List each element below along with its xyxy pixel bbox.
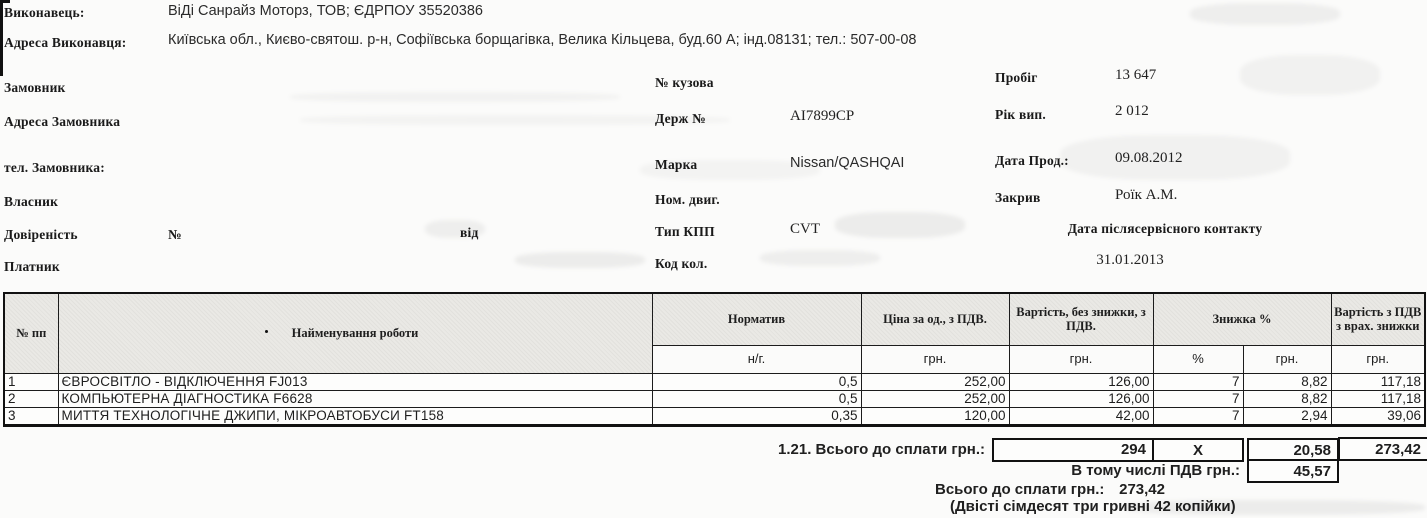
totals-sum-discount: 20,58 xyxy=(1293,441,1331,459)
poa-label: Довіреність xyxy=(4,227,78,242)
row-work-name: ЄВРОСВІТЛО - ВІДКЛЮЧЕННЯ FJ013 xyxy=(58,373,652,390)
col-header-cost: Вартість, без знижки, з ПДВ. xyxy=(1009,293,1153,345)
col-header-total: Вартість з ПДВ з врах. знижки xyxy=(1331,293,1425,345)
total-due-label: Всього до сплати грн.: xyxy=(935,481,1105,498)
row-cost: 126,00 xyxy=(1009,390,1153,407)
state-no-value: AI7899CP xyxy=(790,108,855,124)
amount-in-words: (Двісті сімдесят три гривні 42 копійки) xyxy=(950,498,1236,515)
state-no-label: Держ № xyxy=(655,111,706,126)
col-header-no: № пп xyxy=(4,293,58,373)
col-header-discount: Знижка % xyxy=(1153,293,1331,345)
row-disc-pct: 7 xyxy=(1153,373,1243,390)
color-code-label: Код кол. xyxy=(655,256,708,271)
row-norm: 0,5 xyxy=(652,390,861,407)
col-header-name: Найменування роботи xyxy=(58,293,652,373)
totals-sum-cost: 294 xyxy=(994,440,1154,460)
col-header-price: Ціна за од., з ПДВ. xyxy=(861,293,1009,345)
executor-address-value: Київська обл., Києво-святош. р-н, Софіївська борщагівка, Велика Кільцева, буд.60 А; інд.08131; тел.: 507-00-08 xyxy=(168,32,917,48)
row-no: 1 xyxy=(4,373,58,390)
sale-date-value: 09.08.2012 xyxy=(1115,150,1183,166)
totals-sum-total: 273,42 xyxy=(1375,440,1421,458)
engine-no-label: Ном. двиг. xyxy=(655,192,720,207)
row-total: 117,18 xyxy=(1331,373,1425,390)
row-cost: 42,00 xyxy=(1009,407,1153,425)
subcol-cost-unit: грн. xyxy=(1009,345,1153,373)
row-norm: 0,35 xyxy=(652,407,861,425)
row-disc-pct: 7 xyxy=(1153,390,1243,407)
row-work-name: КОМПЬЮТЕРНА ДІАГНОСТИКА F6628 xyxy=(58,390,652,407)
row-no: 2 xyxy=(4,390,58,407)
totals-x-mark: X xyxy=(1192,441,1203,459)
totals-sum-box xyxy=(1338,437,1427,461)
col-header-norm: Норматив xyxy=(652,293,861,345)
brand-value: Nissan/QASHQAI xyxy=(790,155,905,171)
total-due-value: 273,42 xyxy=(1119,481,1165,498)
subcol-total-unit: грн. xyxy=(1331,345,1425,373)
row-price: 252,00 xyxy=(861,373,1009,390)
row-no: 3 xyxy=(4,407,58,425)
payer-label: Платник xyxy=(4,259,60,274)
mileage-value: 13 647 xyxy=(1115,67,1157,83)
row-price: 120,00 xyxy=(861,407,1009,425)
scan-smudge xyxy=(1190,3,1340,25)
vat-label: В тому числі ПДВ грн.: xyxy=(1071,462,1240,479)
scan-smudge xyxy=(760,250,880,266)
owner-label: Власник xyxy=(4,194,59,209)
scan-corner-tick xyxy=(0,0,10,3)
after-service-value: 31.01.2013 xyxy=(1096,252,1164,268)
after-service-label: Дата післясервісного контакту xyxy=(1067,221,1263,236)
closed-by-label: Закрив xyxy=(995,190,1041,205)
scan-smudge xyxy=(1240,55,1380,95)
poa-from-label: від xyxy=(460,225,479,240)
executor-value: ВіДі Санрайз Моторз, ТОВ; ЄДРПОУ 35520386 xyxy=(168,3,483,19)
body-no-label: № кузова xyxy=(655,75,714,90)
vat-box xyxy=(1247,459,1339,483)
year-value: 2 012 xyxy=(1115,103,1149,119)
sale-date-label: Дата Прод.: xyxy=(995,153,1069,168)
row-price: 252,00 xyxy=(861,390,1009,407)
table-row xyxy=(4,407,1425,425)
closed-by-value: Роїк А.М. xyxy=(1115,187,1178,203)
subcol-norm-unit: н/г. xyxy=(652,345,861,373)
row-total: 39,06 xyxy=(1331,407,1425,425)
row-total: 117,18 xyxy=(1331,390,1425,407)
scan-smudge xyxy=(290,92,620,102)
mileage-label: Пробіг xyxy=(995,70,1038,85)
table-row xyxy=(4,390,1425,407)
gearbox-value: CVT xyxy=(790,221,820,237)
year-label: Рік вип. xyxy=(995,107,1046,122)
poa-no-label: № xyxy=(168,227,182,242)
customer-phone-label: тел. Замовника: xyxy=(4,160,105,175)
grand-total-line-label: 1.21. Всього до сплати грн.: xyxy=(778,441,985,458)
row-disc-uah: 2,94 xyxy=(1243,407,1331,425)
vat-value: 45,57 xyxy=(1293,462,1331,480)
works-table xyxy=(3,292,1426,427)
subcol-discount-pct: % xyxy=(1153,345,1243,373)
totals-cost-x-box xyxy=(992,438,1244,462)
scan-smudge xyxy=(515,252,645,268)
table-row xyxy=(4,373,1425,390)
customer-address-label: Адреса Замовника xyxy=(4,114,121,129)
executor-address-label: Адреса Виконавця: xyxy=(4,35,127,50)
scan-edge-line xyxy=(0,2,3,76)
row-disc-uah: 8,82 xyxy=(1243,390,1331,407)
gearbox-label: Тип КПП xyxy=(655,224,715,239)
row-cost: 126,00 xyxy=(1009,373,1153,390)
row-disc-uah: 8,82 xyxy=(1243,373,1331,390)
scan-smudge xyxy=(835,212,965,238)
subcol-discount-unit: грн. xyxy=(1243,345,1331,373)
row-disc-pct: 7 xyxy=(1153,407,1243,425)
brand-label: Марка xyxy=(655,157,698,172)
row-work-name: МИТТЯ ТЕХНОЛОГІЧНЕ ДЖИПИ, МІКРОАВТОБУСИ FT158 xyxy=(58,407,652,425)
subcol-price-unit: грн. xyxy=(861,345,1009,373)
executor-label: Виконавець: xyxy=(4,5,85,20)
row-norm: 0,5 xyxy=(652,373,861,390)
customer-label: Замовник xyxy=(4,80,66,95)
